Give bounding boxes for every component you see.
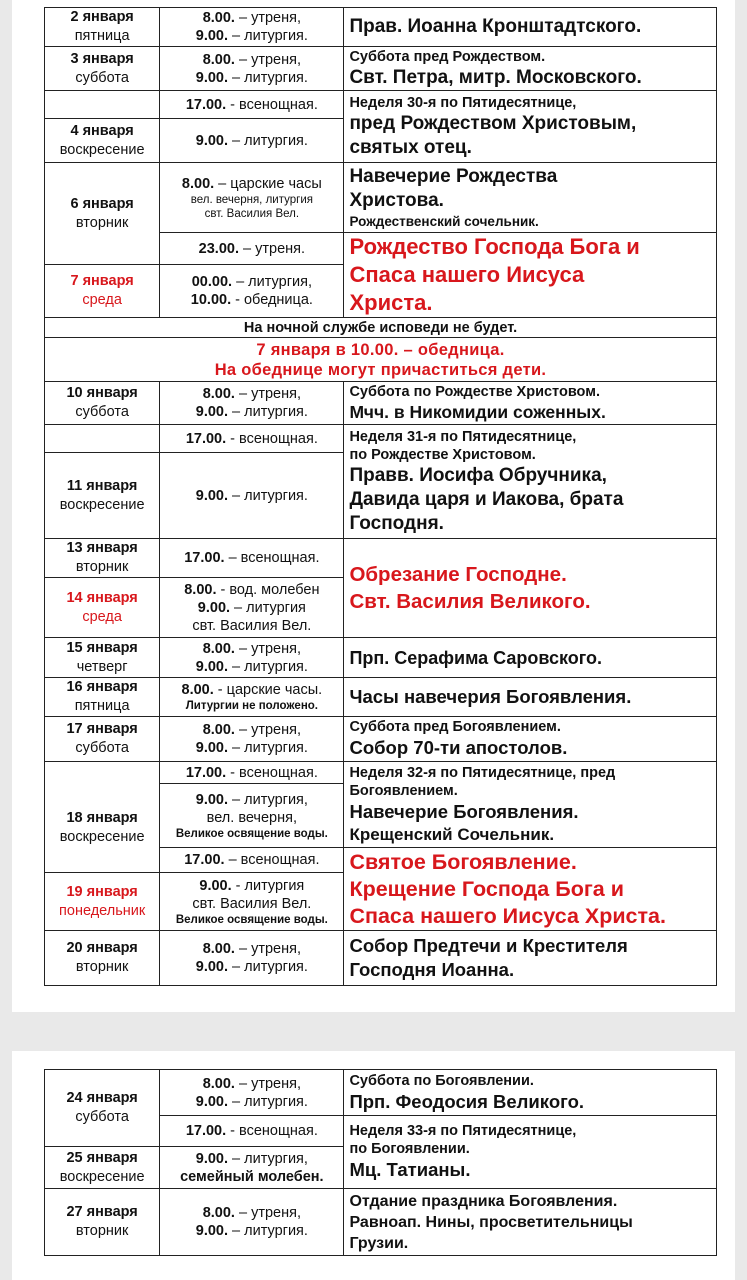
time-cell: 00.00. – литургия, 10.00. - обедница.	[160, 265, 344, 318]
schedule-page-1	[12, 0, 735, 1012]
table-row	[45, 638, 717, 678]
date-cell: 20 января вторник	[45, 931, 160, 986]
table-row	[45, 163, 717, 233]
time-cell: 8.00. – утреня, 9.00. – литургия.	[160, 47, 344, 91]
date-cell: 11 января воскресение	[45, 453, 160, 539]
note-row	[45, 318, 717, 338]
event-cell: Суббота пред Богоявлением. Собор 70-ти апостолов.	[344, 717, 717, 762]
event-cell: Неделя 32-я по Пятидесятнице, пред Богоявлением. Навечерие Богоявления. Крещенский Сочельник.	[344, 762, 717, 848]
time-cell: 17.00. - всенощная.	[160, 762, 344, 784]
time-cell: 8.00. – утреня, 9.00. – литургия.	[160, 638, 344, 678]
time-cell: 8.00. – утреня, 9.00. – литургия.	[160, 1189, 344, 1256]
time-cell: 23.00. – утреня.	[160, 233, 344, 265]
event-cell-holiday: Рождество Господа Бога и Спаса нашего Иисуса Христа.	[344, 233, 717, 318]
event-cell: Неделя 31-я по Пятидесятнице, по Рождестве Христовом. Правв. Иосифа Обручника, Давида царя и Иакова, брата Господня.	[344, 425, 717, 539]
time-cell: 17.00. - всенощная.	[160, 425, 344, 453]
table-row	[45, 931, 717, 986]
time-cell: 8.00. – утреня, 9.00. – литургия.	[160, 717, 344, 762]
schedule-page-2	[12, 1051, 735, 1280]
table-row	[45, 47, 717, 91]
event-cell-holiday: Обрезание Господне. Свт. Василия Великого.	[344, 539, 717, 638]
date-cell: 27 января вторник	[45, 1189, 160, 1256]
date-cell-empty	[45, 762, 160, 784]
date-cell: 24 января суббота	[45, 1070, 160, 1147]
date-cell: 2 января пятница	[45, 8, 160, 47]
date-cell-empty	[45, 91, 160, 119]
time-cell: 8.00. – царские часы вел. вечерня, литургия свт. Василия Вел.	[160, 163, 344, 233]
date-cell: 6 января вторник	[45, 163, 160, 265]
time-cell: 9.00. – литургия, вел. вечерня, Великое освящение воды.	[160, 784, 344, 848]
event-cell: Суббота пред Рождеством. Свт. Петра, митр. Московского.	[344, 47, 717, 91]
table-row	[45, 1189, 717, 1256]
event-cell: Неделя 30-я по Пятидесятнице, пред Рождеством Христовым, святых отец.	[344, 91, 717, 163]
note-row	[45, 338, 717, 382]
date-cell-holiday: 19 января понедельник	[45, 873, 160, 931]
event-cell: Прп. Серафима Саровского.	[344, 638, 717, 678]
date-cell: 16 января пятница	[45, 678, 160, 717]
time-cell: 17.00. - всенощная.	[160, 91, 344, 119]
time-cell: 9.00. - литургия свт. Василия Вел. Великое освящение воды.	[160, 873, 344, 931]
date-cell: 4 января воскресение	[45, 119, 160, 163]
table-row	[45, 717, 717, 762]
schedule-table-1	[44, 7, 717, 986]
date-cell: 18 января воскресение	[45, 784, 160, 873]
event-cell: Навечерие Рождества Христова. Рождественский сочельник.	[344, 163, 717, 233]
time-cell: 8.00. – утреня, 9.00. – литургия.	[160, 8, 344, 47]
date-cell: 17 января суббота	[45, 717, 160, 762]
event-cell: Часы навечерия Богоявления.	[344, 678, 717, 717]
event-cell: Собор Предтечи и Крестителя Господня Иоанна.	[344, 931, 717, 986]
date-cell-holiday: 14 января среда	[45, 578, 160, 638]
time-cell: 8.00. - царские часы. Литургии не положено.	[160, 678, 344, 717]
date-cell: 25 января воскресение	[45, 1147, 160, 1189]
table-row	[45, 8, 717, 47]
event-cell: Суббота по Богоявлении. Прп. Феодосия Великого.	[344, 1070, 717, 1116]
date-cell-holiday: 7 января среда	[45, 265, 160, 318]
obednitsa-note: 7 января в 10.00. – обедница. На обеднице могут причаститься дети.	[45, 338, 717, 382]
time-cell: 8.00. – утреня, 9.00. – литургия.	[160, 382, 344, 425]
time-cell: 8.00. – утреня, 9.00. – литургия.	[160, 931, 344, 986]
date-cell: 10 января суббота	[45, 382, 160, 425]
table-row	[45, 678, 717, 717]
time-cell: 9.00. – литургия, семейный молебен.	[160, 1147, 344, 1189]
table-row	[45, 425, 717, 453]
date-cell: 13 января вторник	[45, 539, 160, 578]
confession-note: На ночной службе исповеди не будет.	[45, 318, 717, 338]
schedule-table-2	[44, 1069, 717, 1256]
table-row	[45, 1070, 717, 1116]
time-cell: 8.00. – утреня, 9.00. – литургия.	[160, 1070, 344, 1116]
table-row	[45, 539, 717, 578]
time-cell: 17.00. - всенощная.	[160, 1116, 344, 1147]
event-cell-holiday: Святое Богоявление. Крещение Господа Бога и Спаса нашего Иисуса Христа.	[344, 848, 717, 931]
date-cell-empty	[45, 425, 160, 453]
time-cell: 17.00. – всенощная.	[160, 848, 344, 873]
event-cell: Суббота по Рождестве Христовом. Мчч. в Никомидии соженных.	[344, 382, 717, 425]
date-cell: 15 января четверг	[45, 638, 160, 678]
event-cell: Неделя 33-я по Пятидесятнице, по Богоявлении. Мц. Татианы.	[344, 1116, 717, 1189]
table-row	[45, 382, 717, 425]
time-cell: 8.00. - вод. молебен 9.00. – литургия свт. Василия Вел.	[160, 578, 344, 638]
time-cell: 17.00. – всенощная.	[160, 539, 344, 578]
date-cell: 3 января суббота	[45, 47, 160, 91]
event-cell: Отдание праздника Богоявления. Равноап. Нины, просветительницы Грузии.	[344, 1189, 717, 1256]
time-cell: 9.00. – литургия.	[160, 119, 344, 163]
time-cell: 9.00. – литургия.	[160, 453, 344, 539]
table-row	[45, 762, 717, 784]
table-row	[45, 91, 717, 119]
event-cell: Прав. Иоанна Кронштадтского.	[344, 8, 717, 47]
